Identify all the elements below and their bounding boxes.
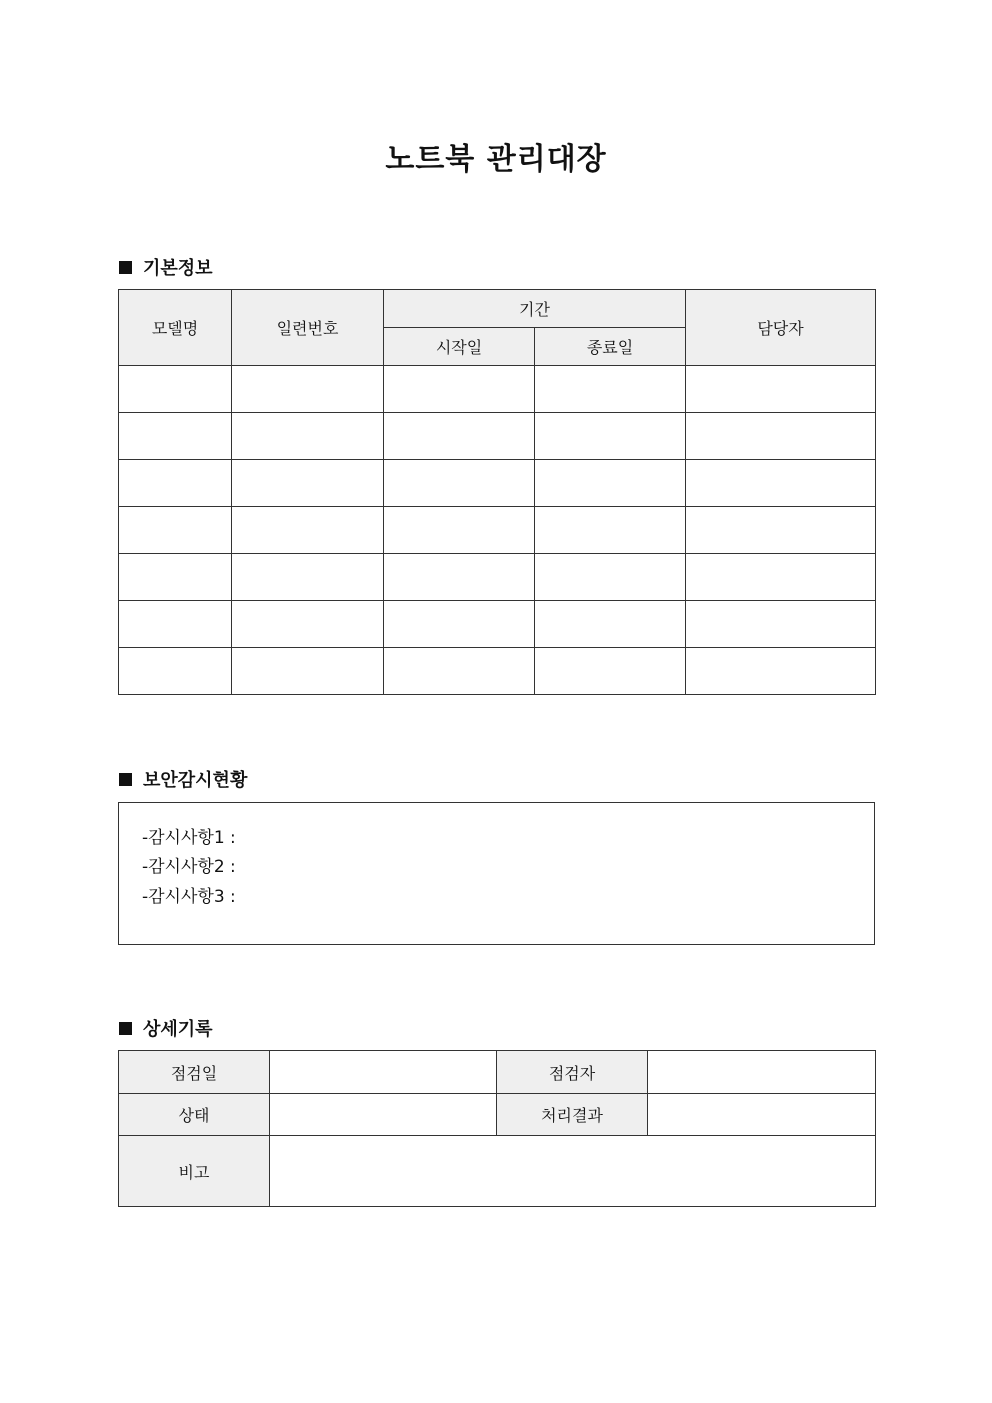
manager-cell[interactable] [686,554,876,601]
model-cell[interactable] [119,507,232,554]
start-date-cell[interactable] [384,413,535,460]
end-date-cell[interactable] [535,366,686,413]
manager-cell[interactable] [686,601,876,648]
result-label: 처리결과 [497,1094,648,1136]
header-serial: 일련번호 [232,290,384,366]
model-cell[interactable] [119,648,232,695]
section-heading-security [119,766,247,792]
table-row [119,413,876,460]
end-date-cell[interactable] [535,554,686,601]
header-start-date: 시작일 [384,328,535,366]
status-label: 상태 [119,1094,270,1136]
basic-info-table [118,289,876,695]
section-label: 기본정보 [143,258,213,279]
square-bullet-icon [119,1022,132,1035]
status-field[interactable] [270,1094,497,1136]
section-label: 보안감시현황 [143,770,248,791]
page-title: 노트북 관리대장 [385,142,607,177]
table-row [119,648,876,695]
monitoring-item-3: -감시사항3 : [142,887,236,907]
result-field[interactable] [648,1094,876,1136]
inspect-date-label: 점검일 [119,1051,270,1094]
serial-cell[interactable] [232,601,384,648]
section-heading-basic [119,254,213,280]
header-period: 기간 [384,290,686,328]
model-cell[interactable] [119,554,232,601]
remarks-field[interactable] [270,1136,876,1207]
serial-cell[interactable] [232,460,384,507]
end-date-cell[interactable] [535,648,686,695]
end-date-cell[interactable] [535,507,686,554]
square-bullet-icon [119,261,132,274]
serial-cell[interactable] [232,648,384,695]
table-row [119,507,876,554]
table-row [119,460,876,507]
model-cell[interactable] [119,413,232,460]
model-cell[interactable] [119,601,232,648]
header-model: 모델명 [119,290,232,366]
serial-cell[interactable] [232,366,384,413]
start-date-cell[interactable] [384,648,535,695]
start-date-cell[interactable] [384,366,535,413]
end-date-cell[interactable] [535,460,686,507]
start-date-cell[interactable] [384,554,535,601]
security-notes-box[interactable] [118,802,875,945]
manager-cell[interactable] [686,648,876,695]
inspect-date-field[interactable] [270,1051,497,1094]
header-manager: 담당자 [686,290,876,366]
table-row [119,554,876,601]
monitoring-item-2: -감시사항2 : [142,857,236,877]
manager-cell[interactable] [686,366,876,413]
serial-cell[interactable] [232,413,384,460]
inspector-field[interactable] [648,1051,876,1094]
remarks-label: 비고 [119,1136,270,1207]
manager-cell[interactable] [686,507,876,554]
table-row [119,601,876,648]
start-date-cell[interactable] [384,601,535,648]
section-label: 상세기록 [143,1019,213,1040]
monitoring-item-1: -감시사항1 : [142,828,236,848]
serial-cell[interactable] [232,554,384,601]
inspector-label: 점검자 [497,1051,648,1094]
serial-cell[interactable] [232,507,384,554]
start-date-cell[interactable] [384,460,535,507]
manager-cell[interactable] [686,413,876,460]
section-heading-detail [119,1015,213,1041]
table-row [119,366,876,413]
manager-cell[interactable] [686,460,876,507]
square-bullet-icon [119,773,132,786]
end-date-cell[interactable] [535,413,686,460]
model-cell[interactable] [119,460,232,507]
header-end-date: 종료일 [535,328,686,366]
detail-record-table [118,1050,876,1207]
end-date-cell[interactable] [535,601,686,648]
model-cell[interactable] [119,366,232,413]
start-date-cell[interactable] [384,507,535,554]
